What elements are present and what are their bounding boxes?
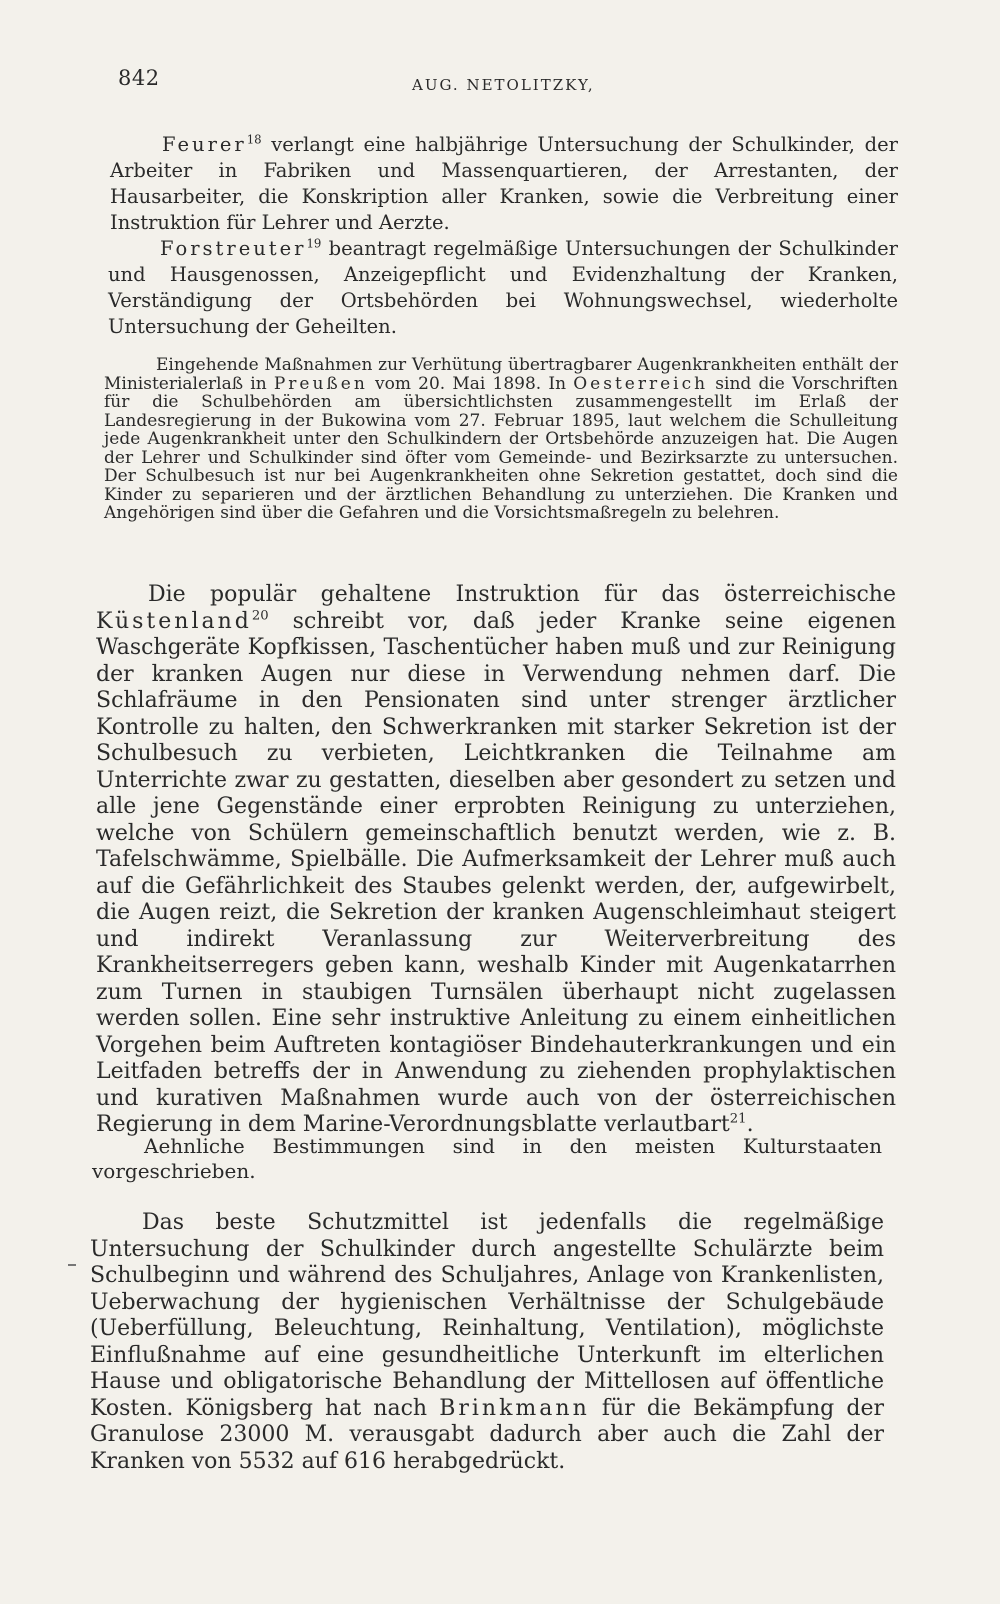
margin-mark [68,1264,76,1266]
author-name-brinkmann: Brinkmann [439,1395,590,1421]
running-head: AUG. NETOLITZKY, [412,76,595,94]
paragraph-schutzmittel [90,1210,884,1475]
page-number: 842 [118,66,160,90]
author-name-forstreuter: Forstreuter [160,237,307,260]
paragraph-feurer-text: verlangt eine halbjährige Untersuchung der Schulkinder, der Arbeiter in Fabriken und Massenquartieren, der Arrestanten, der Hausarbeiter, die Konskription aller Kranken, sowie die Verbreitung einer Instruktion für Lehrer und Aerzte. [110,133,898,234]
place-oesterreich: Oesterreich [573,373,709,394]
paragraph-p3-text-a: Eingehende Maßnahmen zur Verhütung übertragbarer Augenkrankheiten enthält der Ministerialerlaß in [104,355,898,394]
paragraph-kulturstaaten [92,1134,882,1183]
paragraph-p5-text: Aehnliche Bestimmungen sind in den meisten Kulturstaaten vorgeschrieben. [92,1134,882,1183]
paragraph-feurer [110,132,898,236]
place-kuestenland: Küstenland [96,608,252,634]
paragraph-p3-text-c: sind die Vorschriften für die Schulbehörden am übersichtlichsten zusammengestellt im Erlaß der Landesregierung in der Bukowina vom 27. Februar 1895, laut welchem die Schulleitung jede Augenkrankheit unter den Schulkindern der Ortsbehörde anzuzeigen hat. Die Augen der Lehrer und Schulkinder sind öfter vom Gemeinde- und Bezirksarzte zu untersuchen. Der Schulbesuch ist nur bei Augenkrankheiten ohne Sekretion gestattet, doch sind die Kinder zu separieren und der ärztlichen Behandlung zu unterziehen. Die Kranken und Angehörigen sind über die Gefahren und die Vorsichtsmaßregeln zu belehren. [104,373,898,523]
paragraph-kuestenland [96,582,896,1139]
paragraph-preussen-oesterreich [104,356,898,523]
paragraph-p6-text-a: Das beste Schutzmittel ist jedenfalls die regelmäßige Untersuchung der Schulkinder durch angestellte Schulärzte beim Schulbeginn und während des Schuljahres, Anlage von Krankenlisten, Ueberwachung der hygienischen Verhältnisse der Schulgebäude (Ueberfüllung, Beleuchtung, Reinhaltung, Ventilation), möglichste Einflußnahme auf eine gesundheitliche Unterkunft im elterlichen Hause und obligatorische Behandlung der Mittellosen auf öffentliche Kosten. Königsberg hat nach [90,1210,884,1421]
footnote-ref-18: 18 [246,132,262,147]
paragraph-p6-text-b: für die Bekämpfung der Granulose 23000 M. verausgabt dadurch aber auch die Zahl der Kranken von 5532 auf 616 herabgedrückt. [90,1395,884,1474]
paragraph-p3-text-b: vom 20. Mai 1898. In [367,373,574,394]
paragraph-p4-text-a: Die populär gehaltene Instruktion für das österreichische [148,582,896,607]
author-name-feurer: Feurer [162,133,247,156]
paragraph-forstreuter-text: beantragt regelmäßige Untersuchungen der Schulkinder und Hausgenossen, Anzeigepflicht und Evidenzhaltung der Kranken, Verständigung der Ortsbehörden bei Wohnungswechsel, wiederholte Untersuchung der Geheilten. [108,237,898,338]
footnote-ref-20: 20 [251,608,269,624]
paragraph-p4-text-b: schreibt vor, daß jeder Kranke seine eigenen Waschgeräte Kopfkissen, Taschentücher haben muß und zur Reinigung der kranken Augen nur diese in Verwendung nehmen darf. Die Schlafräume in den Pensionaten sind unter strenger ärztlicher Kontrolle zu halten, den Schwerkranken mit starker Sekretion ist der Schulbesuch zu verbieten, Leichtkranken die Teilnahme am Unterrichte zwar zu gestatten, dieselben aber gesondert zu setzen und alle jene Gegenstände einer erprobten Reinigung zu unterziehen, welche von Schülern gemeinschaftlich benutzt werden, wie z. B. Tafelschwämme, Spielbälle. Die Aufmerksamkeit der Lehrer muß auch auf die Gefährlichkeit des Staubes gelenkt werden, der, aufgewirbelt, die Augen reizt, die Sekretion der kranken Augenschleimhaut steigert und indirekt Veranlassung zur Weiterverbreitung des Krankheitserregers geben kann, weshalb Kinder mit Augenkatarrhen zum Turnen in staubigen Turnsälen überhaupt nicht zugelassen werden sollen. Eine sehr instruktive Anleitung zu einem einheitlichen Vorgehen beim Auftreten kontagiöser Bindehauterkrankungen und ein Leitfaden betreffs der in Anwendung zu ziehenden prophylaktischen und kurativen Maßnahmen wurde auch von der österreichischen Regierung in dem Marine-Verordnungsblatte verlautbart [96,608,896,1137]
footnote-ref-21: 21 [729,1111,747,1127]
paragraph-forstreuter [108,236,898,340]
footnote-ref-19: 19 [306,236,322,251]
place-preussen: Preußen [273,373,368,394]
paragraph-p4-end: . [746,1112,754,1137]
